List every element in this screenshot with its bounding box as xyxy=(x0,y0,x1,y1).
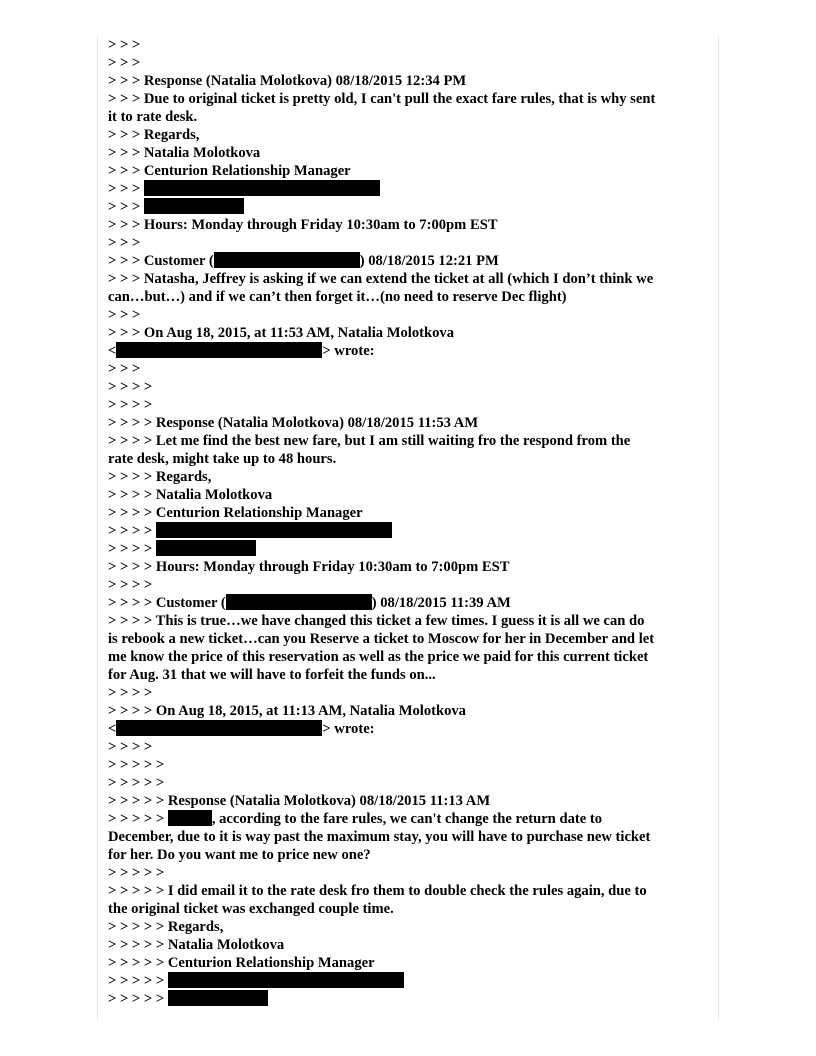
email-line xyxy=(108,342,714,360)
line-text: can…but…) and if we can’t then forget it…(no need to reserve Dec flight) xyxy=(108,289,567,305)
email-line xyxy=(108,396,714,414)
email-line xyxy=(108,846,714,864)
line-text: > > > Centurion Relationship Manager xyxy=(108,163,351,179)
email-line xyxy=(108,216,714,234)
redaction-bar xyxy=(168,810,212,826)
line-text: > > > > > xyxy=(108,973,168,989)
line-text: > > > > > xyxy=(108,757,165,773)
email-line xyxy=(108,576,714,594)
line-text: > > > > Hours: Monday through Friday 10:30am to 7:00pm EST xyxy=(108,559,510,575)
email-line xyxy=(108,270,714,288)
email-line xyxy=(108,378,714,396)
line-text: > > > > xyxy=(108,577,153,593)
line-text: > > > xyxy=(108,37,141,53)
redaction-bar xyxy=(214,252,360,268)
redaction-bar xyxy=(116,720,322,736)
email-line xyxy=(108,666,714,684)
line-text: > > > > > I did email it to the rate desk fro them to double check the rules again, due to xyxy=(108,883,647,899)
line-text: < xyxy=(108,343,117,359)
line-text-after-redaction: ) 08/18/2015 12:21 PM xyxy=(359,253,499,269)
email-line xyxy=(108,522,714,540)
line-text: > > > > > xyxy=(108,811,168,827)
line-text: > > > Customer ( xyxy=(108,253,214,269)
email-line xyxy=(108,558,714,576)
line-text: > > > Due to original ticket is pretty old, I can't pull the exact fare rules, that is why sent xyxy=(108,91,656,107)
email-line xyxy=(108,954,714,972)
email-line xyxy=(108,234,714,252)
line-text: > > > > xyxy=(108,685,153,701)
line-text: > > > > > Response (Natalia Molotkova) 08/18/2015 11:13 AM xyxy=(108,793,491,809)
email-thread-body xyxy=(108,36,714,1008)
line-text: > > > > > xyxy=(108,991,168,1007)
redaction-bar xyxy=(144,198,244,214)
line-text: > > > > Centurion Relationship Manager xyxy=(108,505,363,521)
email-line xyxy=(108,972,714,990)
email-line xyxy=(108,144,714,162)
email-line xyxy=(108,306,714,324)
line-text: > > > > > xyxy=(108,865,165,881)
email-line xyxy=(108,612,714,630)
email-line xyxy=(108,792,714,810)
email-line xyxy=(108,414,714,432)
line-text: > > > Regards, xyxy=(108,127,200,143)
email-line xyxy=(108,918,714,936)
line-text: < xyxy=(108,721,117,737)
line-text: the original ticket was exchanged couple time. xyxy=(108,901,394,917)
line-text: > > > > On Aug 18, 2015, at 11:13 AM, Natalia Molotkova xyxy=(108,703,466,719)
email-line xyxy=(108,594,714,612)
line-text: > > > On Aug 18, 2015, at 11:53 AM, Natalia Molotkova xyxy=(108,325,455,341)
line-text: > > > > Regards, xyxy=(108,469,212,485)
line-text: > > > > xyxy=(108,523,156,539)
line-text: > > > Natasha, Jeffrey is asking if we can extend the ticket at all (which I don’t think we xyxy=(108,271,654,287)
email-line xyxy=(108,252,714,270)
email-line xyxy=(108,756,714,774)
line-text-after-redaction: > wrote: xyxy=(322,343,375,359)
email-line xyxy=(108,630,714,648)
email-line xyxy=(108,450,714,468)
line-text: > > > Hours: Monday through Friday 10:30am to 7:00pm EST xyxy=(108,217,498,233)
email-line xyxy=(108,126,714,144)
line-text-after-redaction: , according to the fare rules, we can't change the return date to xyxy=(211,811,603,827)
line-text: > > > Response (Natalia Molotkova) 08/18/2015 12:34 PM xyxy=(108,73,467,89)
line-text: > > > > Customer ( xyxy=(108,595,226,611)
line-text: > > > > > xyxy=(108,775,165,791)
line-text: it to rate desk. xyxy=(108,109,198,125)
line-text-after-redaction: > wrote: xyxy=(322,721,375,737)
email-line xyxy=(108,180,714,198)
page-margin-rule-left xyxy=(97,36,98,1020)
email-line xyxy=(108,108,714,126)
email-line xyxy=(108,90,714,108)
line-text: > > > > xyxy=(108,739,153,755)
email-line xyxy=(108,288,714,306)
email-line xyxy=(108,702,714,720)
redaction-bar xyxy=(168,972,404,988)
line-text: > > > > xyxy=(108,379,153,395)
redaction-bar xyxy=(168,990,268,1006)
email-line xyxy=(108,486,714,504)
line-text: > > > > xyxy=(108,541,156,557)
line-text: > > > xyxy=(108,307,141,323)
line-text: > > > > Natalia Molotkova xyxy=(108,487,273,503)
redaction-bar xyxy=(156,540,256,556)
line-text: > > > > Response (Natalia Molotkova) 08/18/2015 11:53 AM xyxy=(108,415,479,431)
line-text: > > > > xyxy=(108,397,153,413)
email-line xyxy=(108,504,714,522)
redaction-bar xyxy=(226,594,372,610)
line-text-after-redaction: ) 08/18/2015 11:39 AM xyxy=(371,595,511,611)
line-text: > > > > > Regards, xyxy=(108,919,224,935)
email-line xyxy=(108,828,714,846)
email-line xyxy=(108,864,714,882)
line-text: > > > xyxy=(108,235,141,251)
email-line xyxy=(108,648,714,666)
email-line xyxy=(108,900,714,918)
line-text: December, due to it is way past the maximum stay, you will have to purchase new ticket xyxy=(108,829,651,845)
email-line xyxy=(108,198,714,216)
line-text: for Aug. 31 that we will have to forfeit the funds on... xyxy=(108,667,436,683)
line-text: > > > Natalia Molotkova xyxy=(108,145,261,161)
email-line xyxy=(108,72,714,90)
email-line xyxy=(108,432,714,450)
line-text: for her. Do you want me to price new one? xyxy=(108,847,371,863)
line-text: > > > > Let me find the best new fare, but I am still waiting fro the respond from the xyxy=(108,433,631,449)
email-line xyxy=(108,324,714,342)
line-text: > > > xyxy=(108,361,141,377)
email-line xyxy=(108,990,714,1008)
redaction-bar xyxy=(116,342,322,358)
line-text: > > > xyxy=(108,199,144,215)
email-line xyxy=(108,360,714,378)
line-text: > > > > This is true…we have changed this ticket a few times. I guess it is all we can do xyxy=(108,613,645,629)
email-line xyxy=(108,54,714,72)
line-text: > > > xyxy=(108,181,144,197)
email-line xyxy=(108,810,714,828)
line-text: is rebook a new ticket…can you Reserve a ticket to Moscow for her in December and let xyxy=(108,631,655,647)
email-line xyxy=(108,162,714,180)
email-line xyxy=(108,540,714,558)
email-line xyxy=(108,684,714,702)
email-line xyxy=(108,738,714,756)
line-text: me know the price of this reservation as well as the price we paid for this current ticket xyxy=(108,649,649,665)
email-line xyxy=(108,936,714,954)
email-line xyxy=(108,882,714,900)
redaction-bar xyxy=(144,180,380,196)
email-line xyxy=(108,774,714,792)
email-line xyxy=(108,720,714,738)
line-text: > > > > > Centurion Relationship Manager xyxy=(108,955,375,971)
page-margin-rule-right xyxy=(718,36,719,1020)
line-text: rate desk, might take up to 48 hours. xyxy=(108,451,337,467)
line-text: > > > > > Natalia Molotkova xyxy=(108,937,285,953)
redaction-bar xyxy=(156,522,392,538)
line-text: > > > xyxy=(108,55,141,71)
email-line xyxy=(108,468,714,486)
email-line xyxy=(108,36,714,54)
